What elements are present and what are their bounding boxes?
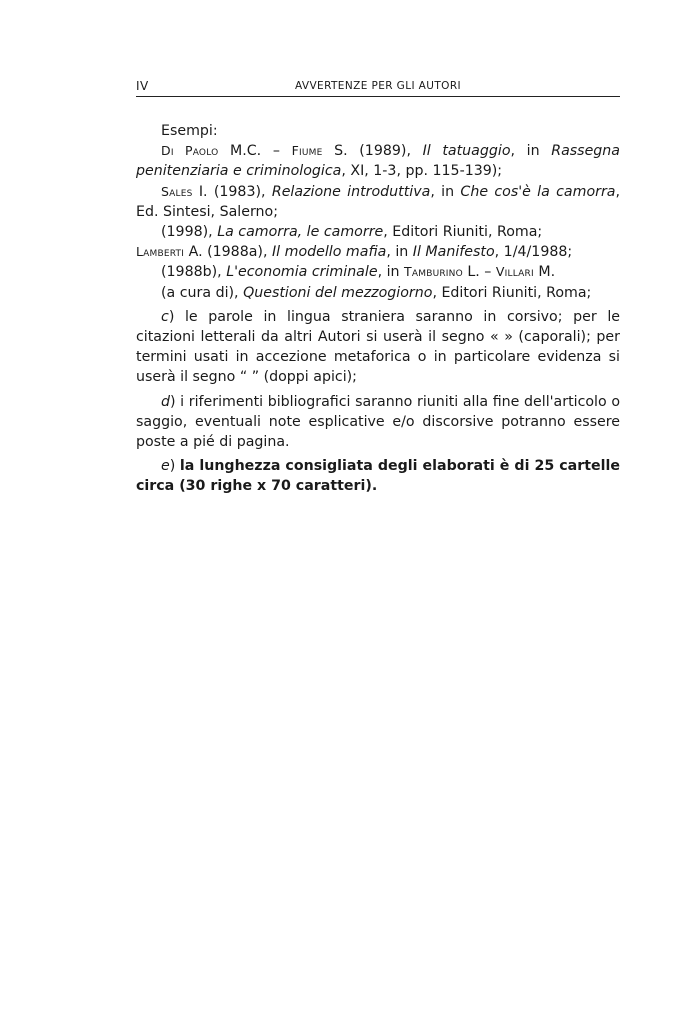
running-title: AVVERTENZE PER GLI AUTORI [294, 80, 462, 92]
reference-text: I. (1983), [192, 183, 272, 200]
reference-title: Il modello mafia [271, 244, 387, 261]
rule-text-bold: la lunghezza consigliata degli elaborati è di 25 cartelle circa (30 righe x 70 caratteri). [136, 458, 620, 495]
reference-text: , Editori Riuniti, Roma; [432, 284, 592, 301]
reference-title: Relazione introduttiva [271, 183, 431, 200]
reference-sales-1998 [136, 222, 620, 242]
examples-intro [136, 121, 620, 141]
reference-journal: Rassegna penitenziaria e criminologica [136, 143, 620, 180]
reference-text: , in [430, 183, 461, 200]
reference-title: Il tatuaggio [422, 143, 511, 160]
reference-title: Questioni del mezzogiorno [243, 284, 433, 301]
reference-text: , in [386, 244, 413, 261]
rule-letter: d [161, 393, 171, 410]
rule-e [136, 456, 620, 496]
author-name: Sales [161, 183, 193, 199]
reference-lamberti-1988b [136, 262, 620, 282]
reference-text: L. – [462, 264, 496, 281]
reference-text: , Editori Riuniti, Roma; [383, 224, 543, 241]
reference-title: L'economia criminale [226, 264, 378, 281]
author-name: Di Paolo [161, 143, 219, 159]
rule-letter: e [161, 458, 170, 475]
reference-text: , in [377, 264, 405, 281]
reference-text: (a cura di), [161, 284, 244, 301]
reference-text: M.C. – [218, 143, 292, 160]
reference-text: A. (1988a), [184, 244, 272, 261]
author-name: Lamberti [136, 244, 185, 260]
reference-a-cura-di [136, 283, 620, 303]
rule-c [136, 307, 620, 388]
reference-text: , in [510, 143, 552, 160]
reference-text: S. (1989), [322, 143, 423, 160]
reference-lamberti [136, 242, 620, 262]
reference-sales [136, 182, 620, 222]
page-number: IV [136, 79, 149, 93]
author-name: Tamburino [404, 264, 463, 280]
examples-intro-text: Esempi: [161, 123, 218, 139]
reference-text: , XI, 1-3, pp. 115-139); [341, 163, 503, 180]
rule-paren: ) [169, 458, 180, 475]
running-head [136, 78, 620, 97]
rule-text: ) i riferimenti bibliografici saranno riuniti alla fine dell'articolo o saggio, eventuali note esplicative e/o discorsive potranno essere poste a pié di pagina. [136, 393, 620, 451]
rule-text: ) le parole in lingua straniera saranno in corsivo; per le citazioni letterali da altri Autori si userà il segno « » (caporali); per termini usati in accezione metaforica o in particolare evidenza si userà il segno “ ” (doppi apici); [136, 308, 620, 386]
author-name: Fiume [291, 143, 323, 159]
reference-title: La camorra, le camorre [217, 224, 384, 241]
rule-d [136, 392, 620, 453]
page [136, 78, 620, 497]
author-name: Villari [495, 264, 534, 280]
reference-journal: Il Manifesto [412, 244, 495, 261]
reference-text: , 1/4/1988; [494, 244, 573, 261]
reference-text: (1998), [161, 224, 218, 241]
reference-di-paolo [136, 141, 620, 181]
reference-text: , Ed. Sintesi, Salerno; [136, 183, 620, 220]
reference-text: (1988b), [161, 264, 227, 281]
reference-book: Che cos'è la camorra [460, 183, 616, 200]
body-text [136, 121, 620, 497]
rule-letter: c [161, 308, 169, 325]
reference-text: M. [533, 264, 556, 281]
